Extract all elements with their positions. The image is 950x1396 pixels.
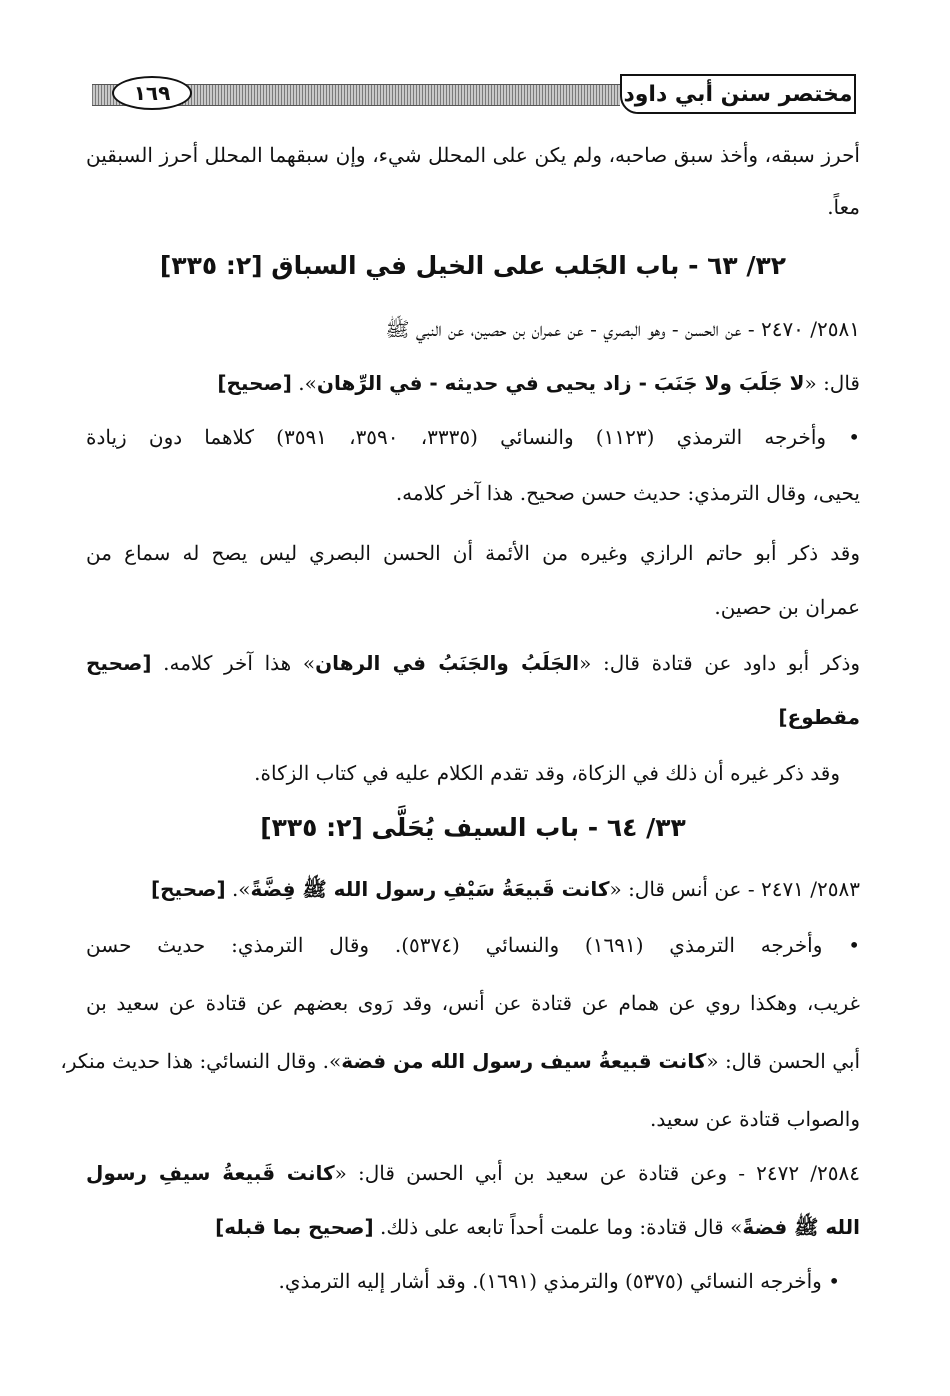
grade-label: [صحيح] <box>150 877 226 901</box>
hadith-text: كانت قَبيعةُ سيفِ رسول <box>86 1161 335 1185</box>
hadith-text: لا جَلَبَ ولا جَنَبَ - زاد يحيى في حديثه - في الرِّهان <box>316 371 805 395</box>
page-number: ١٦٩ <box>112 76 192 110</box>
grade-label: [صحيح بما قبله] <box>215 1215 374 1239</box>
text-line <box>86 700 860 734</box>
hadith-line: ٢٥٨١/ ٢٤٧٠ - عن الحسن - وهو البصري - عن عمران بن حصين، عن النبي ﷺ <box>385 317 860 341</box>
grade-label: [صحيح] <box>217 371 292 395</box>
quote-text: كانت قبيعةُ سيف رسول الله من فضة <box>341 1049 707 1073</box>
text-span: أبي الحسن قال: « <box>706 1049 860 1073</box>
grade-label: مقطوع] <box>778 705 860 729</box>
text-line: وقد ذكر غيره أن ذلك في الزكاة، وقد تقدم الكلام عليه في كتاب الزكاة. <box>254 761 840 785</box>
book-title: مختصر سنن أبي داود <box>620 74 856 114</box>
text-line: أحرز سبقه، وأخذ سبق صاحبه، ولم يكن على المحلل شيء، وإن سبقهما المحلل أحرز السبقين <box>86 143 860 167</box>
text-line <box>60 1044 860 1078</box>
text-line: معاً. <box>827 195 860 219</box>
text-span: وذكر أبو داود عن قتادة قال: « <box>579 651 861 675</box>
running-header <box>92 70 856 120</box>
quote-text: الجَلَبُ والجَنَبُ في الرهان <box>315 651 580 675</box>
text-span: ٢٥٨٤/ ٢٤٧٢ - وعن قتادة عن سعيد بن أبي الحسن قال: « <box>334 1161 860 1185</box>
text-line: • وأخرجه الترمذي (١٦٩١) والنسائي (٥٣٧٤). وقال الترمذي: حديث حسن <box>86 933 860 957</box>
hadith-line <box>86 1156 860 1190</box>
text-line: • وأخرجه الترمذي (١١٢٣) والنسائي (٣٣٣٥، ٣٥٩٠، ٣٥٩١) كلاهما دون زيادة <box>86 425 861 449</box>
text-line: والصواب قتادة عن سعيد. <box>650 1107 860 1131</box>
text-span: ». <box>291 371 317 395</box>
text-line <box>86 646 860 680</box>
grade-label: [صحيح <box>86 651 152 675</box>
hadith-line <box>86 366 860 400</box>
text-span: » هذا آخر كلامه. <box>151 651 316 675</box>
hadith-line <box>86 872 860 906</box>
hadith-text: الله ﷺ فضةً <box>742 1215 860 1239</box>
text-line: يحيى، وقال الترمذي: حديث حسن صحيح. هذا آخر كلامه. <box>395 481 860 505</box>
text-span: ». <box>225 877 251 901</box>
text-span: ٢٥٨٣/ ٢٤٧١ - عن أنس قال: « <box>609 877 860 901</box>
chapter-heading: ٣٣/ ٦٤ - باب السيف يُحَلَّى [٢: ٣٣٥] <box>260 813 686 842</box>
hadith-text: كانت قَبيعَةُ سَيْفِ رسول الله ﷺ فِضَّةً <box>250 877 610 901</box>
text-line: غريب، وهكذا روي عن همام عن قتادة عن أنس، وقد رَوى بعضهم عن قتادة عن سعيد بن <box>86 991 860 1015</box>
text-span: قال: « <box>804 371 860 395</box>
text-line: عمران بن حصين. <box>714 595 860 619</box>
chapter-heading: ٣٢/ ٦٣ - باب الجَلب على الخيل في السباق [٢: ٣٣٥] <box>159 251 787 280</box>
text-line: وقد ذكر أبو حاتم الرازي وغيره من الأئمة أن الحسن البصري ليس يصح له سماع من <box>86 541 860 565</box>
hadith-line <box>86 1210 860 1244</box>
text-span: » قال قتادة: وما علمت أحداً تابعه على ذلك. <box>373 1215 743 1239</box>
text-span: ». وقال النسائي: هذا حديث منكر، <box>60 1049 342 1073</box>
text-line: • وأخرجه النسائي (٥٣٧٥) والترمذي (١٦٩١). وقد أشار إليه الترمذي. <box>278 1269 840 1293</box>
